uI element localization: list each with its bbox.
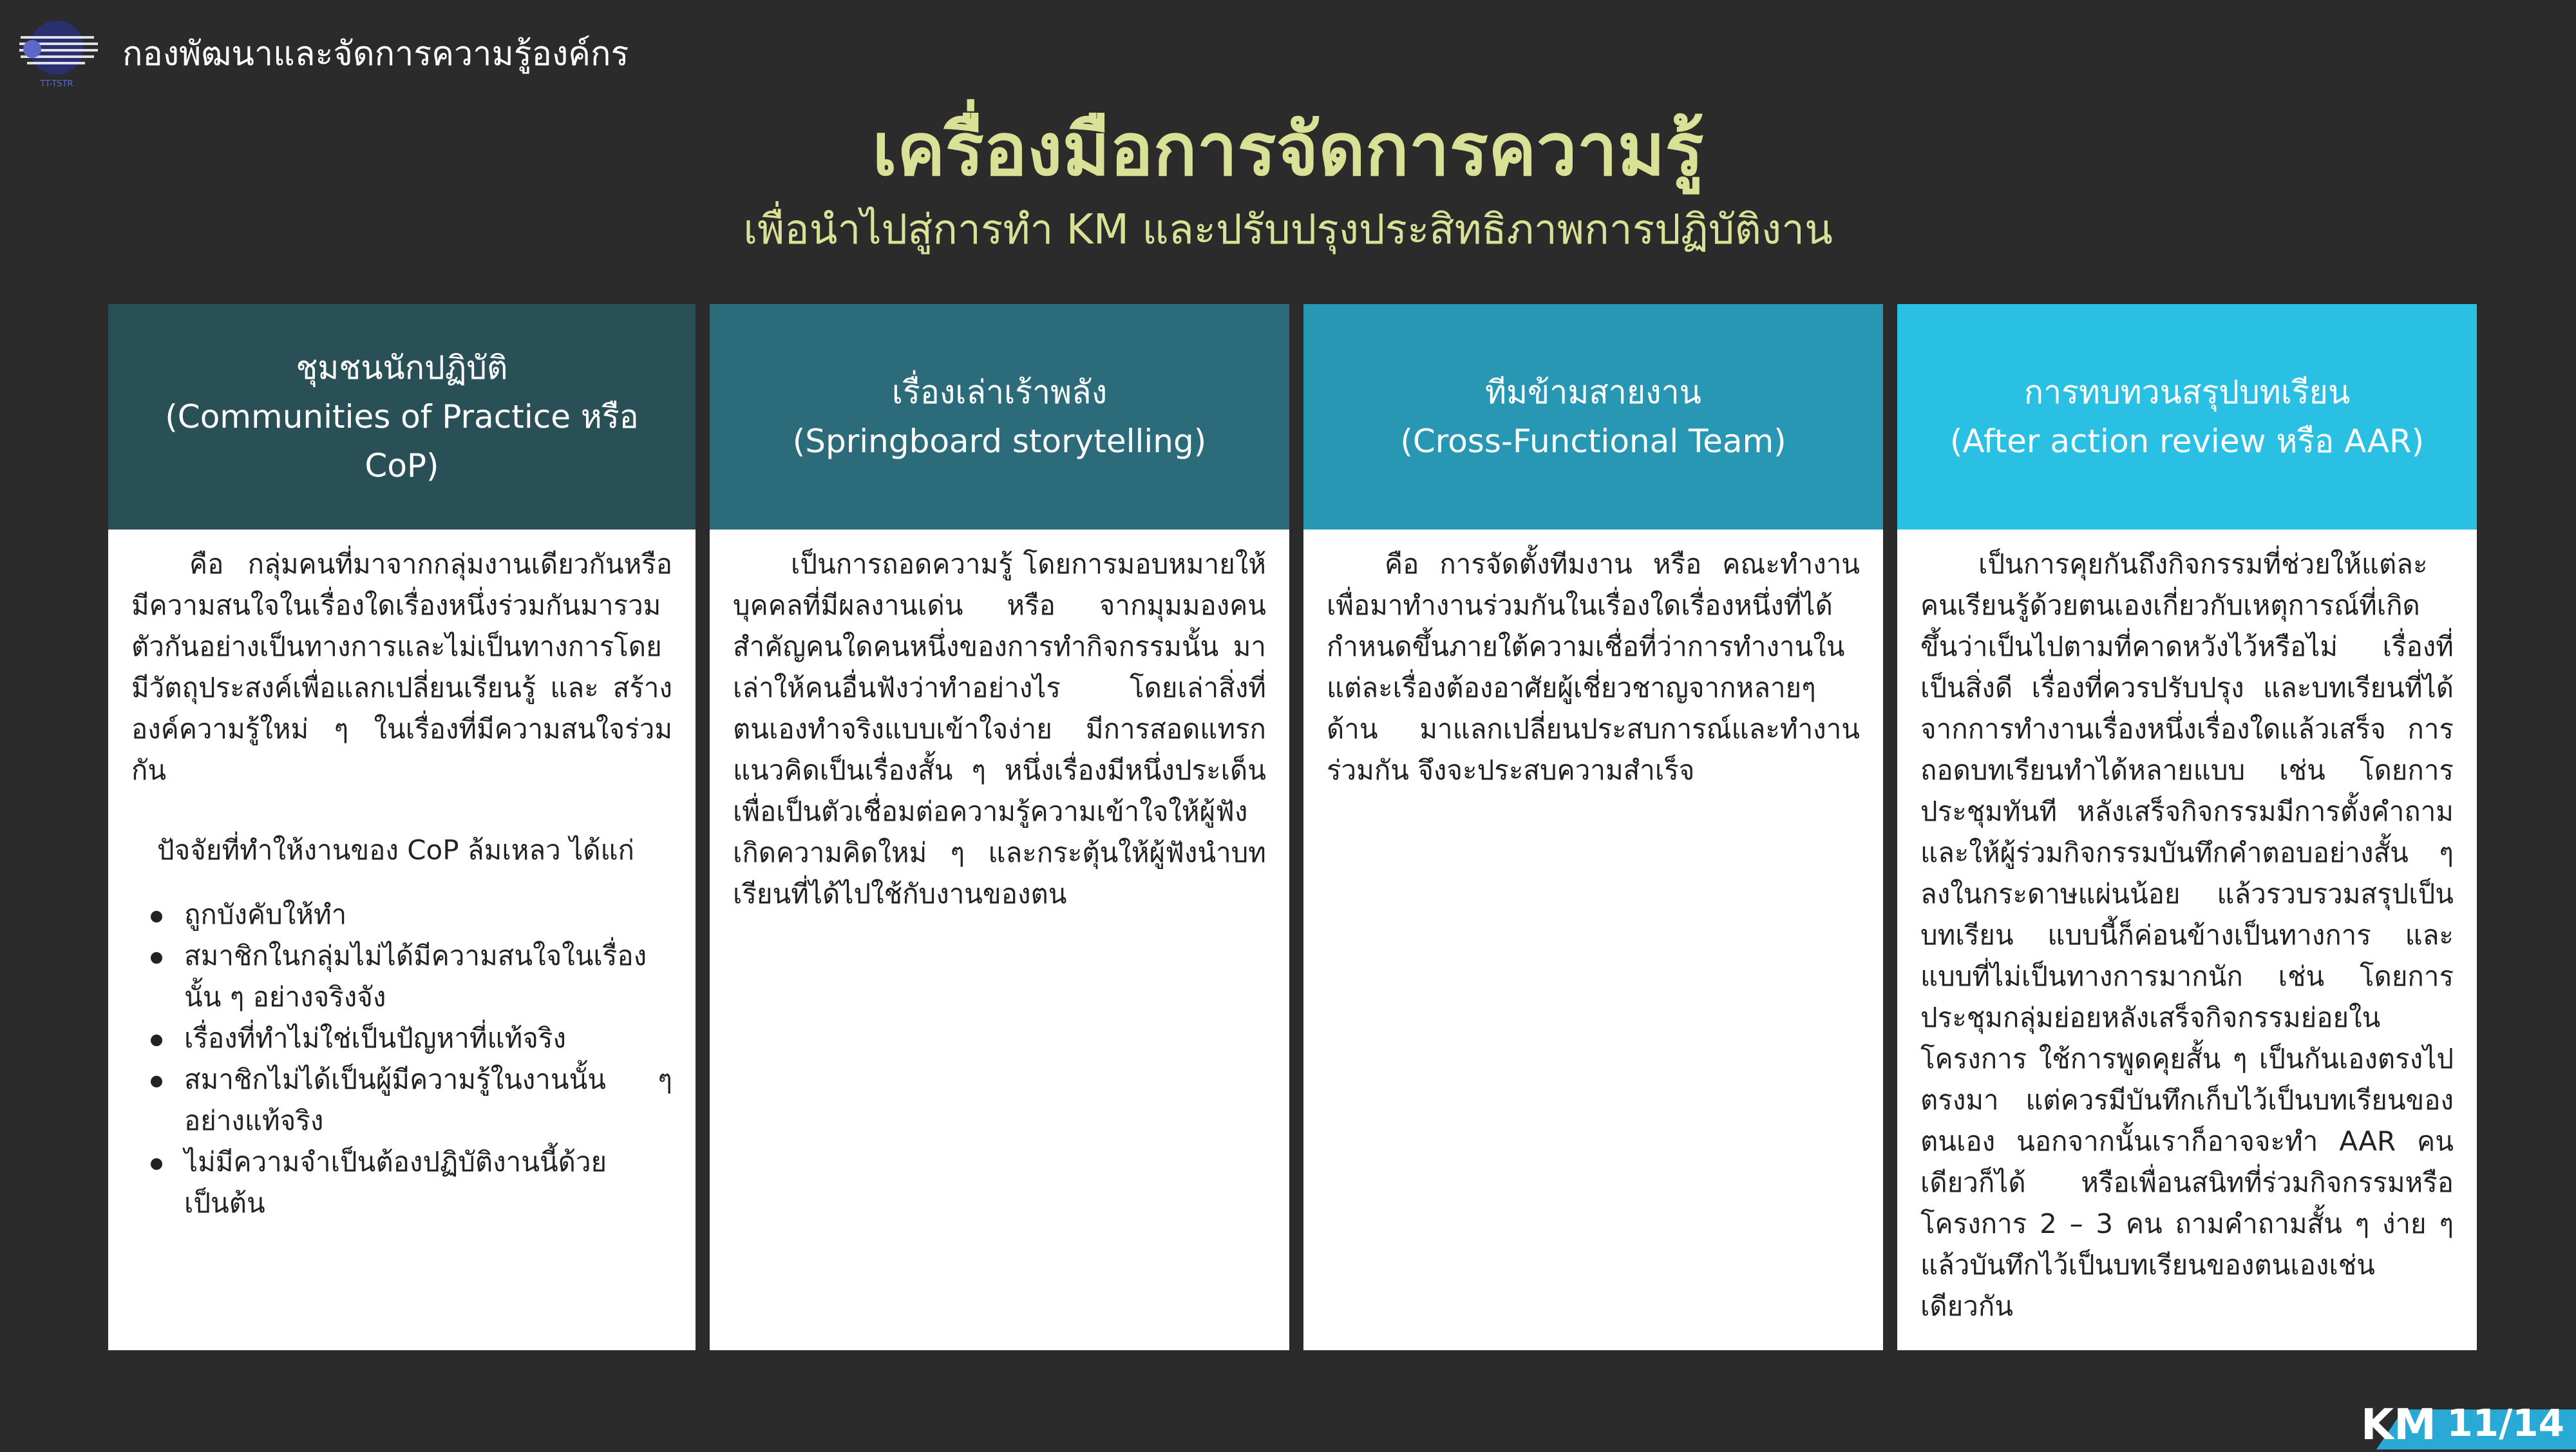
column-header	[108, 304, 696, 530]
column-body	[108, 530, 696, 1224]
column-description: คือ การจัดตั้งทีมงาน หรือ คณะทำงานเพื่อมาทำงานร่วมกันในเรื่องใดเรื่องหนึ่งที่ได้กำหนดขึ้นภายใต้ความเชื่อที่ว่าการทำงานในแต่ละเรื่องต้องอาศัยผู้เชี่ยวชาญจากหลายๆ ด้าน มาแลกเปลี่ยนประสบการณ์และทำงานร่วมกัน จึงจะประสบความสำเร็จ	[1327, 548, 1860, 786]
slide-title: เครื่องมือการจัดการความรู้	[872, 108, 1704, 192]
list-item: ไม่มีความจำเป็นต้องปฏิบัติงานนี้ด้วย เป็นต้น	[131, 1142, 672, 1224]
column-title: การทบทวนสรุปบทเรียน	[2023, 374, 2351, 411]
page-number: 11/14	[2447, 1401, 2564, 1445]
list-item: เรื่องที่ทำไม่ใช่เป็นปัญหาที่แท้จริง	[131, 1018, 672, 1059]
column-communities-of-practice	[108, 304, 696, 1350]
column-body	[1303, 530, 1883, 791]
column-header	[1897, 304, 2477, 530]
slide-subtitle: เพื่อนำไปสู่การทำ KM และปรับปรุงประสิทธิภาพการปฏิบัติงาน	[743, 206, 1833, 254]
column-description: เป็นการถอดความรู้ โดยการมอบหมายให้บุคคลที่มีผลงานเด่น หรือ จากมุมมองคนสำคัญคนใดคนหนึ่งของการทำกิจกรรมนั้น มาเล่าให้คนอื่นฟังว่าทำอย่างไร โดยเล่าสิ่งที่ตนเองทำจริงแบบเข้าใจง่าย มีการสอดแทรกแนวคิดเป็นเรื่องสั้น ๆ หนึ่งเรื่องมีหนึ่งประเด็น เพื่อเป็นตัวเชื่อมต่อความรู้ความเข้าใจให้ผู้ฟังเกิดความคิดใหม่ ๆ และกระตุ้นให้ผู้ฟังนำบทเรียนที่ได้ไปใช้กับงานของตน	[733, 548, 1266, 910]
column-header	[710, 304, 1289, 530]
column-title-english: (Cross-Functional Team)	[1400, 423, 1786, 460]
column-title: ชุมชนนักปฏิบัติ	[296, 349, 508, 387]
column-title: เรื่องเล่าเร้าพลัง	[891, 374, 1108, 411]
organization-name: กองพัฒนาและจัดการความรู้องค์กร	[122, 35, 629, 73]
column-description: เป็นการคุยกันถึงกิจกรรมที่ช่วยให้แต่ละคนเรียนรู้ด้วยตนเองเกี่ยวกับเหตุการณ์ที่เกิดขึ้นว่าเป็นไปตามที่คาดหวังไว้หรือไม่ เรื่องที่เป็นสิ่งดี เรื่องที่ควรปรับปรุง และบทเรียนที่ได้จากการทำงานเรื่องหนึ่งเรื่องใดแล้วเสร็จ การถอดบทเรียนทำได้หลายแบบ เช่น โดยการประชุมทันที หลังเสร็จกิจกรรมมีการตั้งคำถาม และให้ผู้ร่วมกิจกรรมบันทึกคำตอบอย่างสั้น ๆ ลงในกระดาษแผ่นน้อย แล้วรวบรวมสรุปเป็นบทเรียน แบบนี้ก็ค่อนข้างเป็นทางการ และแบบที่ไม่เป็นทางการมากนัก เช่น โดยการประชุมกลุ่มย่อยหลังเสร็จกิจกรรมย่อยในโครงการ ใช้การพูดคุยสั้น ๆ เป็นกันเองตรงไปตรงมา แต่ควรมีบันทึกเก็บไว้เป็นบทเรียนของตนเอง นอกจากนั้นเราก็อาจจะทำ AAR คนเดียวก็ได้ หรือเพื่อนสนิทที่ร่วมกิจกรรมหรือโครงการ 2 – 3 คน ถามคำถามสั้น ๆ ง่าย ๆ แล้วบันทึกไว้เป็นบทเรียนของตนเองเช่นเดียวกัน	[1920, 548, 2454, 1322]
failure-factors-list	[131, 894, 672, 1224]
list-item: สมาชิกในกลุ่มไม่ได้มีความสนใจในเรื่องนั้น ๆ อย่างจริงจัง	[131, 935, 672, 1018]
column-body	[710, 530, 1289, 915]
svg-text:TT-TSTR: TT-TSTR	[40, 79, 73, 89]
column-after-action-review	[1897, 304, 2477, 1350]
column-title-english: (Springboard storytelling)	[792, 423, 1207, 460]
column-title-english: (After action review หรือ AAR)	[1949, 423, 2425, 460]
list-item: สมาชิกไม่ได้เป็นผู้มีความรู้ในงานนั้น ๆ อย่างแท้จริง	[131, 1059, 672, 1142]
column-title: ทีมข้ามสายงาน	[1485, 374, 1701, 411]
failure-factors-title: ปัจจัยที่ทำให้งานของ CoP ล้มเหลว ได้แก่	[157, 834, 634, 866]
organization-logo	[18, 18, 102, 90]
column-description: คือ กลุ่มคนที่มาจากกลุ่มงานเดียวกันหรือมีความสนใจในเรื่องใดเรื่องหนึ่งร่วมกันมารวมตัวกันอย่างเป็นทางการและไม่เป็นทางการโดยมีวัตถุประสงค์เพื่อแลกเปลี่ยนเรียนรู้ และ สร้างองค์ความรู้ใหม่ ๆ ในเรื่องที่มีความสนใจร่วมกัน	[131, 548, 672, 786]
column-springboard-storytelling	[710, 304, 1289, 1350]
column-title-english: (Communities of Practice หรือ CoP)	[165, 398, 639, 484]
column-header	[1303, 304, 1883, 530]
svg-text:KM: KM	[2361, 1400, 2436, 1449]
list-item: ถูกบังคับให้ทำ	[131, 894, 672, 935]
column-cross-functional-team	[1303, 304, 1883, 1350]
column-body	[1897, 530, 2477, 1327]
